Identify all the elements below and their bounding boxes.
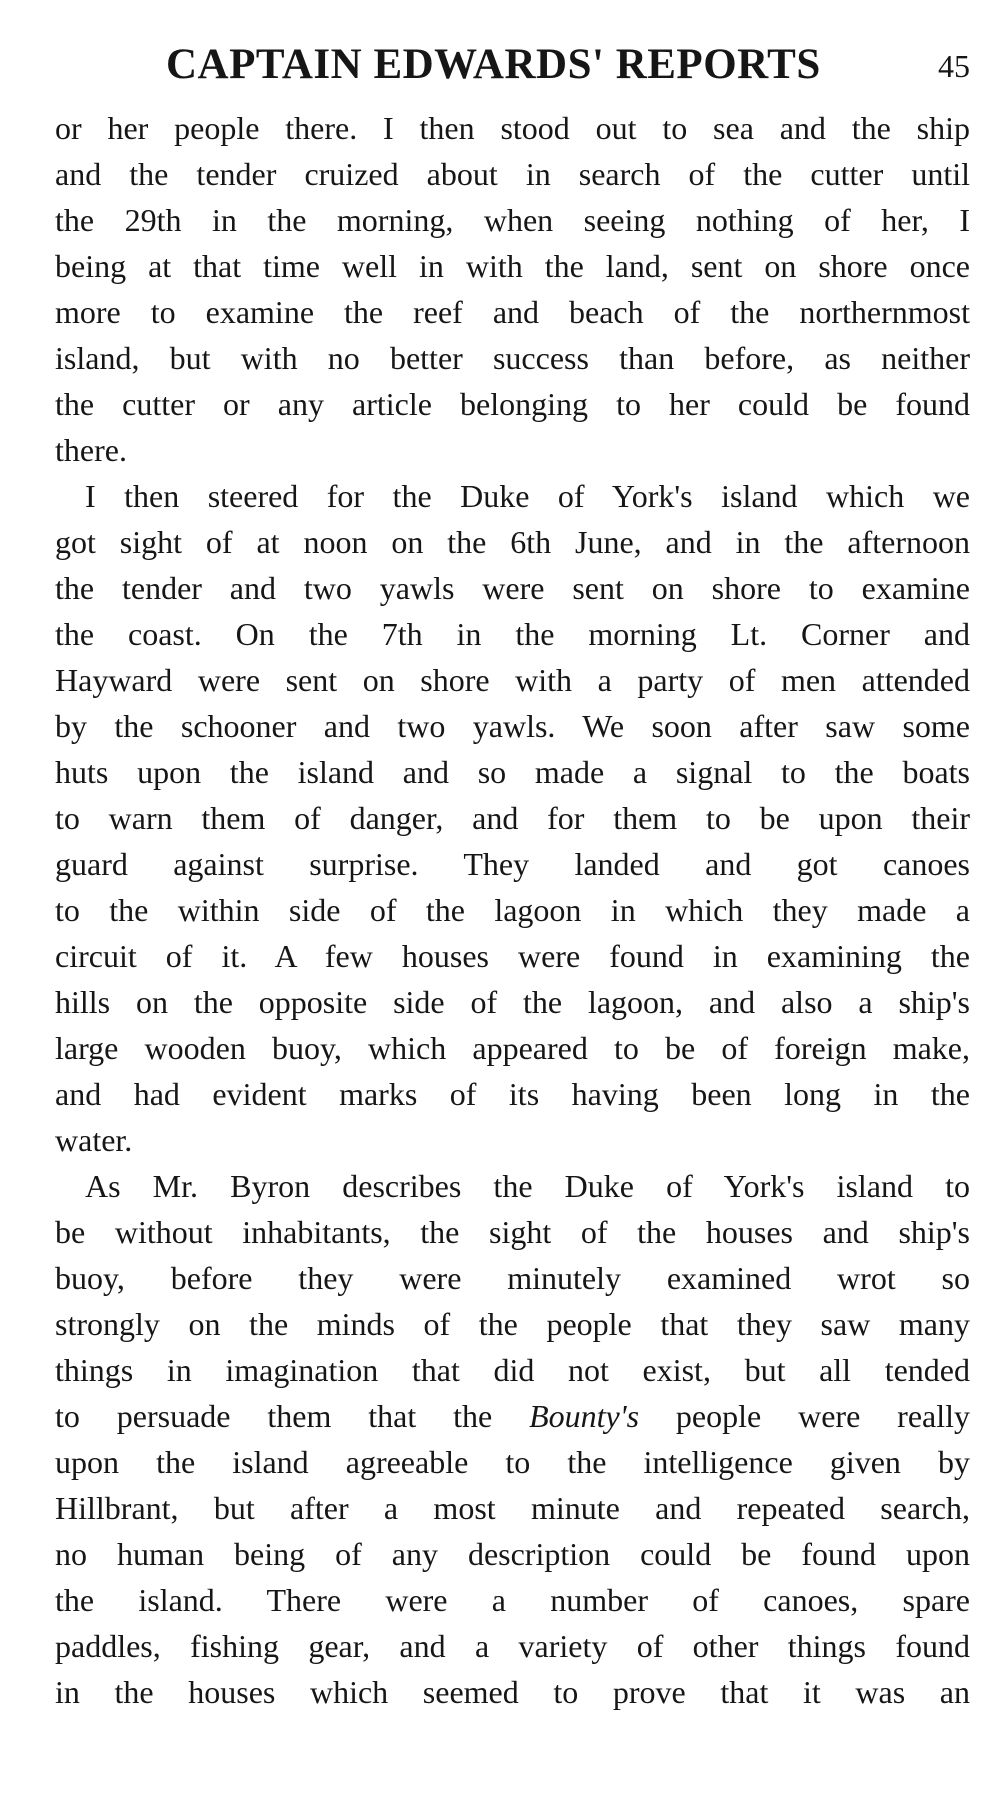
body-text bbox=[55, 105, 970, 1715]
text-line: and the tender cruized about in search of the cutter until bbox=[55, 156, 970, 192]
text-line: to the within side of the lagoon in which they made a bbox=[55, 892, 970, 928]
text-line: upon the island agreeable to the intelligence given by bbox=[55, 1444, 970, 1480]
text-line: large wooden buoy, which appeared to be of foreign make, bbox=[55, 1030, 970, 1066]
text-line: strongly on the minds of the people that they saw many bbox=[55, 1306, 970, 1342]
running-title: CAPTAIN EDWARDS' REPORTS bbox=[166, 41, 821, 88]
text-line: to warn them of danger, and for them to be upon their bbox=[55, 800, 970, 836]
text-line: As Mr. Byron describes the Duke of York's island to bbox=[85, 1168, 970, 1204]
line-text: to persuade them that the bbox=[55, 1398, 493, 1434]
text-line: huts upon the island and so made a signal to the boats bbox=[55, 754, 970, 790]
text-line: circuit of it. A few houses were found in examining the bbox=[55, 938, 970, 974]
page-number: 45 bbox=[938, 48, 970, 84]
text-line: there. bbox=[55, 432, 127, 468]
text-line: hills on the opposite side of the lagoon, and also a ship's bbox=[55, 984, 970, 1020]
ship-name-italic: Bounty's bbox=[529, 1398, 640, 1434]
text-line: no human being of any description could be found upon bbox=[55, 1536, 970, 1572]
text-line: in the houses which seemed to prove that it was an bbox=[55, 1674, 970, 1710]
text-line: be without inhabitants, the sight of the houses and ship's bbox=[55, 1214, 970, 1250]
text-line: island, but with no better success than before, as neither bbox=[55, 340, 970, 376]
text-line: the tender and two yawls were sent on shore to examine bbox=[55, 570, 970, 606]
text-line: the island. There were a number of canoes, spare bbox=[55, 1582, 970, 1618]
text-line: more to examine the reef and beach of the northernmost bbox=[55, 294, 970, 330]
text-line: and had evident marks of its having been long in the bbox=[55, 1076, 970, 1112]
text-line: Hillbrant, but after a most minute and repeated search, bbox=[55, 1490, 970, 1526]
text-line: got sight of at noon on the 6th June, and in the afternoon bbox=[55, 524, 970, 560]
running-head bbox=[55, 40, 970, 90]
line-text-continued: people were really bbox=[639, 1398, 971, 1434]
text-line: I then steered for the Duke of York's island which we bbox=[85, 478, 970, 514]
text-line: the 29th in the morning, when seeing nothing of her, I bbox=[55, 202, 970, 238]
text-line: paddles, fishing gear, and a variety of other things found bbox=[55, 1628, 970, 1664]
text-line: the cutter or any article belonging to her could be found bbox=[55, 386, 970, 422]
text-line: things in imagination that did not exist, but all tended bbox=[55, 1352, 970, 1388]
text-line: the coast. On the 7th in the morning Lt. Corner and bbox=[55, 616, 970, 652]
text-line: being at that time well in with the land, sent on shore once bbox=[55, 248, 970, 284]
text-line: or her people there. I then stood out to sea and the ship bbox=[55, 110, 970, 146]
text-line-with-italic bbox=[55, 1393, 970, 1439]
text-line: water. bbox=[55, 1122, 133, 1158]
text-line: by the schooner and two yawls. We soon after saw some bbox=[55, 708, 970, 744]
text-line: buoy, before they were minutely examined wrot so bbox=[55, 1260, 970, 1296]
text-line: guard against surprise. They landed and got canoes bbox=[55, 846, 970, 882]
text-line: Hayward were sent on shore with a party of men attended bbox=[55, 662, 970, 698]
